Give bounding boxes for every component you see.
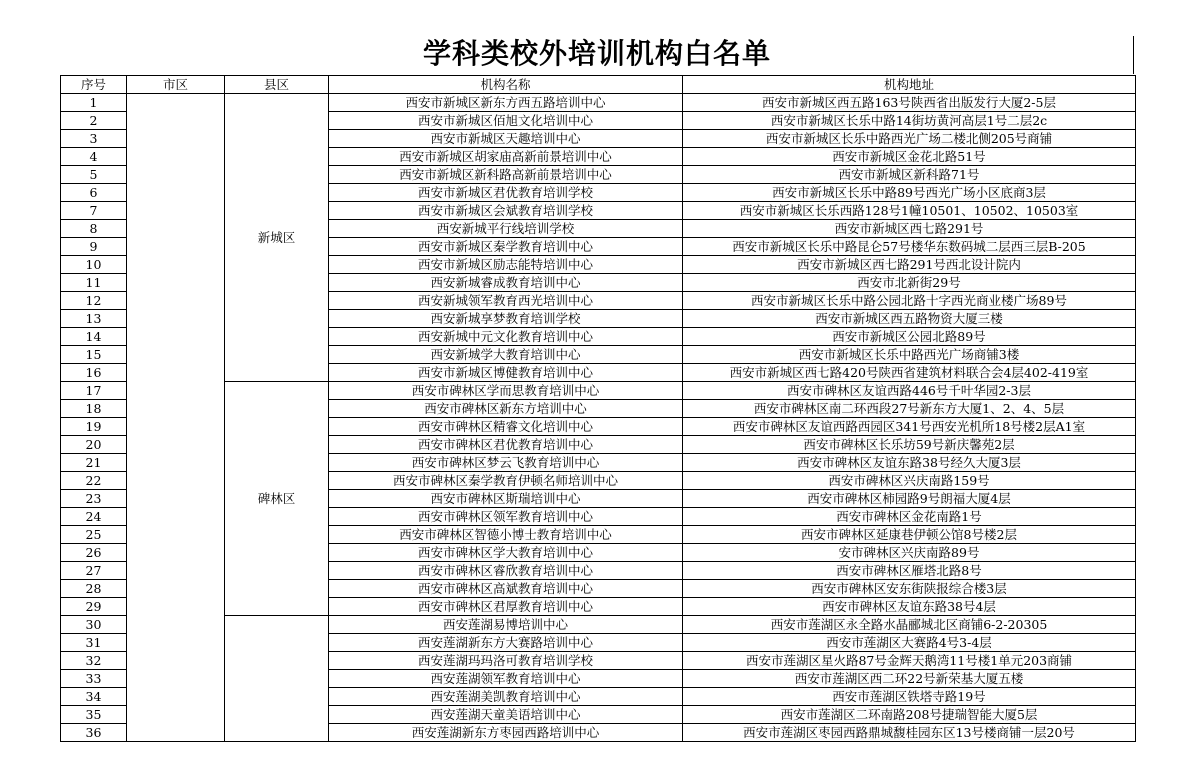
institution-address: 西安市莲湖区星火路87号金辉天鹅湾11号楼1单元203商铺 bbox=[683, 652, 1136, 670]
institution-address: 西安市新城区长乐中路89号西光广场小区底商3层 bbox=[683, 184, 1136, 202]
institution-address: 西安市新城区金花北路51号 bbox=[683, 148, 1136, 166]
institution-name: 西安市碑林区新东方培训中心 bbox=[329, 400, 683, 418]
title-border bbox=[1133, 36, 1134, 74]
county-cell: 碑林区 bbox=[225, 382, 329, 616]
institution-address: 西安市莲湖区枣园西路鼎城馥桂园东区13号楼商铺一层20号 bbox=[683, 724, 1136, 742]
institution-address: 西安市碑林区延康巷伊顿公馆8号楼2层 bbox=[683, 526, 1136, 544]
institution-address: 西安市碑林区友谊东路38号4层 bbox=[683, 598, 1136, 616]
institution-address: 西安市新城区新科路71号 bbox=[683, 166, 1136, 184]
row-number: 9 bbox=[61, 238, 127, 256]
row-number: 36 bbox=[61, 724, 127, 742]
institution-name: 西安市碑林区梦云飞教育培训中心 bbox=[329, 454, 683, 472]
institution-name: 西安市新城区胡家庙高新前景培训中心 bbox=[329, 148, 683, 166]
institution-name: 西安市新城区佰旭文化培训中心 bbox=[329, 112, 683, 130]
row-number: 29 bbox=[61, 598, 127, 616]
institution-address: 西安市新城区长乐中路西光广场商铺3楼 bbox=[683, 346, 1136, 364]
institution-address: 西安市莲湖区永全路水晶郦城北区商铺6-2-20305 bbox=[683, 616, 1136, 634]
institution-address: 西安市碑林区友谊西路西园区341号西安光机所18号楼2层A1室 bbox=[683, 418, 1136, 436]
institution-address: 西安市碑林区安东街陕报综合楼3层 bbox=[683, 580, 1136, 598]
row-number: 19 bbox=[61, 418, 127, 436]
institution-name: 西安市新城区秦学教育培训中心 bbox=[329, 238, 683, 256]
header-name: 机构名称 bbox=[329, 76, 683, 94]
institution-address: 西安市新城区西七路291号西北设计院内 bbox=[683, 256, 1136, 274]
header-no: 序号 bbox=[61, 76, 127, 94]
institution-name: 西安市碑林区领军教育培训中心 bbox=[329, 508, 683, 526]
institution-address: 西安市新城区长乐中路公园北路十字西光商业楼广场89号 bbox=[683, 292, 1136, 310]
institution-address: 西安市碑林区友谊东路38号经久大厦3层 bbox=[683, 454, 1136, 472]
institution-name: 西安市新城区会斌教育培训学校 bbox=[329, 202, 683, 220]
row-number: 22 bbox=[61, 472, 127, 490]
city-cell bbox=[127, 94, 225, 742]
institution-name: 西安市新城区博健教育培训中心 bbox=[329, 364, 683, 382]
row-number: 10 bbox=[61, 256, 127, 274]
institution-name: 西安莲湖美凯教育培训中心 bbox=[329, 688, 683, 706]
row-number: 20 bbox=[61, 436, 127, 454]
institution-address: 西安市新城区西五路物资大厦三楼 bbox=[683, 310, 1136, 328]
institution-name: 西安市新城区天趣培训中心 bbox=[329, 130, 683, 148]
institution-address: 西安市新城区公园北路89号 bbox=[683, 328, 1136, 346]
row-number: 1 bbox=[61, 94, 127, 112]
institution-name: 西安新城睿成教育培训中心 bbox=[329, 274, 683, 292]
row-number: 35 bbox=[61, 706, 127, 724]
institution-name: 西安莲湖新东方大赛路培训中心 bbox=[329, 634, 683, 652]
row-number: 24 bbox=[61, 508, 127, 526]
institution-name: 西安市新城区励志能特培训中心 bbox=[329, 256, 683, 274]
row-number: 14 bbox=[61, 328, 127, 346]
page-title: 学科类校外培训机构白名单 bbox=[422, 37, 771, 70]
institution-address: 西安市莲湖区大赛路4号3-4层 bbox=[683, 634, 1136, 652]
institution-address: 西安市碑林区金花南路1号 bbox=[683, 508, 1136, 526]
row-number: 17 bbox=[61, 382, 127, 400]
header-city: 市区 bbox=[127, 76, 225, 94]
institution-name: 西安莲湖领军教育培训中心 bbox=[329, 670, 683, 688]
institution-address: 西安市新城区西五路163号陕西省出版发行大厦2-5层 bbox=[683, 94, 1136, 112]
institution-address: 西安市莲湖区西二环22号新荣基大厦五楼 bbox=[683, 670, 1136, 688]
institution-address: 西安市碑林区雁塔北路8号 bbox=[683, 562, 1136, 580]
row-number: 16 bbox=[61, 364, 127, 382]
institution-address: 西安市莲湖区二环南路208号捷瑞智能大厦5层 bbox=[683, 706, 1136, 724]
institution-name: 西安莲湖天童美语培训中心 bbox=[329, 706, 683, 724]
institution-address: 西安市碑林区南二环西段27号新东方大厦1、2、4、5层 bbox=[683, 400, 1136, 418]
institution-name: 西安市碑林区学大教育培训中心 bbox=[329, 544, 683, 562]
row-number: 34 bbox=[61, 688, 127, 706]
institution-address: 西安市新城区长乐中路14街坊黄河高层1号二层2c bbox=[683, 112, 1136, 130]
row-number: 15 bbox=[61, 346, 127, 364]
institution-address: 西安市北新街29号 bbox=[683, 274, 1136, 292]
institution-name: 西安新城学大教育培训中心 bbox=[329, 346, 683, 364]
institution-address: 西安市莲湖区铁塔寺路19号 bbox=[683, 688, 1136, 706]
header-address: 机构地址 bbox=[683, 76, 1136, 94]
row-number: 3 bbox=[61, 130, 127, 148]
institution-address: 西安市新城区长乐中路昆仑57号楼华东数码城二层西三层B-205 bbox=[683, 238, 1136, 256]
institution-name: 西安莲湖玛玛洛可教育培训学校 bbox=[329, 652, 683, 670]
row-number: 26 bbox=[61, 544, 127, 562]
row-number: 28 bbox=[61, 580, 127, 598]
row-number: 33 bbox=[61, 670, 127, 688]
row-number: 18 bbox=[61, 400, 127, 418]
row-number: 4 bbox=[61, 148, 127, 166]
institution-name: 西安市新城区君优教育培训学校 bbox=[329, 184, 683, 202]
row-number: 7 bbox=[61, 202, 127, 220]
row-number: 25 bbox=[61, 526, 127, 544]
row-number: 21 bbox=[61, 454, 127, 472]
row-number: 12 bbox=[61, 292, 127, 310]
institution-name: 西安莲湖易博培训中心 bbox=[329, 616, 683, 634]
institution-address: 西安市碑林区柿园路9号朗福大厦4层 bbox=[683, 490, 1136, 508]
table-row bbox=[61, 94, 1136, 112]
institution-address: 西安市新城区西七路291号 bbox=[683, 220, 1136, 238]
institution-address: 西安市新城区长乐中路西光广场二楼北侧205号商铺 bbox=[683, 130, 1136, 148]
institution-name: 西安市碑林区高斌教育培训中心 bbox=[329, 580, 683, 598]
institution-name: 西安莲湖新东方枣园西路培训中心 bbox=[329, 724, 683, 742]
institution-name: 西安新城领军教育西光培训中心 bbox=[329, 292, 683, 310]
institution-name: 西安新城平行线培训学校 bbox=[329, 220, 683, 238]
row-number: 31 bbox=[61, 634, 127, 652]
county-cell: 新城区 bbox=[225, 94, 329, 382]
institution-name: 西安市新城区新科路高新前景培训中心 bbox=[329, 166, 683, 184]
institution-address: 西安市碑林区兴庆南路159号 bbox=[683, 472, 1136, 490]
institution-name: 西安市碑林区学而思教育培训中心 bbox=[329, 382, 683, 400]
row-number: 5 bbox=[61, 166, 127, 184]
institution-name: 西安市碑林区精睿文化培训中心 bbox=[329, 418, 683, 436]
header-county: 县区 bbox=[225, 76, 329, 94]
institution-name: 西安市碑林区君厚教育培训中心 bbox=[329, 598, 683, 616]
row-number: 13 bbox=[61, 310, 127, 328]
institution-address: 西安市新城区西七路420号陕西省建筑材料联合会4层402-419室 bbox=[683, 364, 1136, 382]
county-cell bbox=[225, 616, 329, 742]
institution-name: 西安市碑林区秦学教育伊顿名师培训中心 bbox=[329, 472, 683, 490]
row-number: 27 bbox=[61, 562, 127, 580]
institution-address: 西安市新城区长乐西路128号1幢10501、10502、10503室 bbox=[683, 202, 1136, 220]
row-number: 6 bbox=[61, 184, 127, 202]
row-number: 23 bbox=[61, 490, 127, 508]
institution-name: 西安市碑林区斯瑞培训中心 bbox=[329, 490, 683, 508]
header-row bbox=[61, 76, 1136, 94]
institution-name: 西安新城享梦教育培训学校 bbox=[329, 310, 683, 328]
table-body bbox=[61, 94, 1136, 742]
institution-name: 西安新城中元文化教育培训中心 bbox=[329, 328, 683, 346]
institution-address: 安市碑林区兴庆南路89号 bbox=[683, 544, 1136, 562]
institution-address: 西安市碑林区长乐坊59号新庆馨苑2层 bbox=[683, 436, 1136, 454]
institution-name: 西安市新城区新东方西五路培训中心 bbox=[329, 94, 683, 112]
institution-name: 西安市碑林区智德小博士教育培训中心 bbox=[329, 526, 683, 544]
whitelist-table bbox=[60, 75, 1136, 742]
institution-address: 西安市碑林区友谊西路446号千叶华园2-3层 bbox=[683, 382, 1136, 400]
row-number: 11 bbox=[61, 274, 127, 292]
row-number: 2 bbox=[61, 112, 127, 130]
institution-name: 西安市碑林区君优教育培训中心 bbox=[329, 436, 683, 454]
row-number: 8 bbox=[61, 220, 127, 238]
row-number: 32 bbox=[61, 652, 127, 670]
institution-name: 西安市碑林区睿欣教育培训中心 bbox=[329, 562, 683, 580]
row-number: 30 bbox=[61, 616, 127, 634]
